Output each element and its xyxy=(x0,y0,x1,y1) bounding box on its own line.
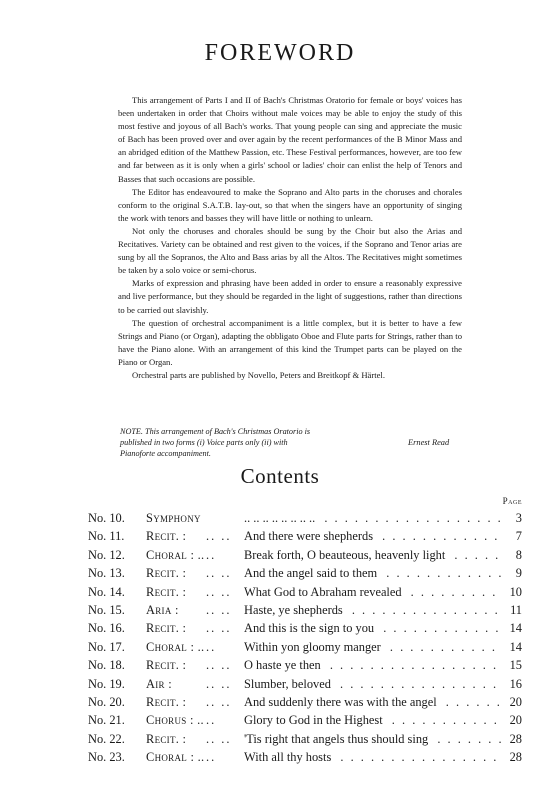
entry-page: 16 xyxy=(509,676,522,691)
entry-leader: .. .. xyxy=(206,731,232,746)
entry-leader: .. .. xyxy=(206,602,232,617)
entry-page: 15 xyxy=(509,658,522,673)
entry-number: No. 20. xyxy=(88,694,125,709)
entry-title-wrap xyxy=(244,713,502,728)
foreword-paragraph: The Editor has endeavoured to make the Soprano and Alto parts in the choruses and chorales conform to the original S.A.T.B. lay-out, so that when the singers have an opportunity of singing the work with tenors and basses they will have little or nothing to unlearn. xyxy=(118,186,462,223)
entry-kind: Recit. : xyxy=(146,621,187,636)
contents-entry xyxy=(88,602,522,620)
entry-title-wrap xyxy=(244,511,502,526)
entry-title-wrap xyxy=(244,732,502,747)
entry-number: No. 10. xyxy=(88,511,125,525)
contents-entry xyxy=(88,528,522,546)
note-text: This arrangement of Bach's Christmas Oratorio is published in two forms (i) Voice parts only (ii) with Pianoforte accompaniment. xyxy=(120,427,311,458)
entry-title: Slumber, beloved xyxy=(244,677,335,691)
entry-kind: Recit. : xyxy=(146,584,187,599)
contents-entry xyxy=(88,694,522,712)
entry-leader: .. .. xyxy=(206,566,232,581)
entry-title-wrap xyxy=(244,640,502,655)
contents-title: Contents xyxy=(240,464,320,488)
edition-note xyxy=(120,426,320,459)
entry-title-wrap xyxy=(244,677,502,692)
entry-title-wrap xyxy=(244,566,502,581)
entry-page: 20 xyxy=(509,713,522,728)
entry-kind: Recit. : xyxy=(146,529,187,544)
entry-leader: .. xyxy=(206,713,217,728)
note-label: NOTE. xyxy=(120,427,143,436)
entry-page: 14 xyxy=(509,621,522,636)
contents-entry xyxy=(88,584,522,602)
entry-page: 8 xyxy=(515,547,522,562)
contents-entry xyxy=(88,712,522,730)
entry-number: No. 14. xyxy=(88,584,125,599)
contents-entry xyxy=(88,731,522,749)
entry-page: 9 xyxy=(515,566,522,581)
entry-title-wrap xyxy=(244,695,502,710)
foreword-paragraph: The question of orchestral accompaniment is a little complex, but it is better to have a few Strings and Piano (or Organ), adapting the obbligato Oboe and Flute parts for Strings, rather than to have the Piano alone. With an arrangement of this kind the Trumpet parts can be played on the Piano or Organ. xyxy=(118,317,462,367)
entry-title-wrap xyxy=(244,548,502,563)
entry-number: No. 21. xyxy=(88,713,125,728)
entry-page: 28 xyxy=(509,750,522,765)
entry-title: .. .. .. .. .. .. .. .. xyxy=(244,511,319,525)
foreword-paragraph: Not only the choruses and chorales should be sung by the Choir but also the Arias and Recitatives. Variety can be obtained and rest given to the voices, if the Soprano and Tenor arias are sung by all the Sopranos, the Alto and Bass arias by all the Altos. The Recitatives might sometimes be taken by a solo voice or semi-chorus. xyxy=(118,225,462,276)
entry-leader: .. xyxy=(206,547,217,562)
entry-leader: .. .. xyxy=(206,621,232,636)
foreword-paragraph: This arrangement of Parts I and II of Bach's Christmas Oratorio for female or boys' voices has been undertaken in order that Choirs without male voices may be able to enjoy the study of this most festive and joyous of all Bach's works. That young people can sing and appreciate the music of Bach has been proved over and over again by the recent performances of the B Minor Mass and an abridged edition of the Matthew Passion, etc. These Festival performances, however, are too few and far between as it is only when a girls' school or ladies' choir can enlist the help of Tenors and Basses that such occasions are possible. xyxy=(118,95,462,184)
entry-number: No. 22. xyxy=(88,731,125,746)
entry-number: No. 18. xyxy=(88,658,125,673)
entry-number: No. 16. xyxy=(88,621,125,636)
entry-kind: Chorus : .. xyxy=(146,713,204,728)
contents-entry xyxy=(88,565,522,583)
entry-number: No. 19. xyxy=(88,676,125,691)
entry-title: Glory to God in the Highest xyxy=(244,713,387,727)
entry-title: Within yon gloomy manger xyxy=(244,640,385,654)
page-column-header: Page xyxy=(502,496,522,506)
entry-title: And suddenly there was with the angel xyxy=(244,695,441,709)
entry-leader: .. .. xyxy=(206,676,232,691)
entry-number: No. 12. xyxy=(88,547,125,562)
entry-title: What God to Abraham revealed xyxy=(244,585,406,599)
entry-leader: .. .. xyxy=(206,694,232,709)
entry-leader: .. .. xyxy=(206,584,232,599)
contents-entry xyxy=(88,510,522,528)
entry-title-wrap xyxy=(244,621,502,636)
entry-page: 3 xyxy=(515,511,522,525)
entry-title-wrap xyxy=(244,603,502,618)
entry-title: 'Tis right that angels thus should sing xyxy=(244,732,432,746)
entry-title-wrap xyxy=(244,529,502,544)
entry-leader: .. .. xyxy=(206,529,232,544)
entry-page: 20 xyxy=(509,694,522,709)
foreword-paragraph: Marks of expression and phrasing have been added in order to ensure a reasonably expressive and live performance, but they should be regarded in the light of suggestions, rather than directions to be carried out slavishly. xyxy=(118,278,462,315)
entry-title: With all thy hosts xyxy=(244,750,335,764)
entry-kind: Symphony xyxy=(146,511,201,525)
entry-kind: Recit. : xyxy=(146,694,187,709)
entry-title-wrap xyxy=(244,658,502,673)
entry-title-wrap xyxy=(244,585,502,600)
entry-leader: .. xyxy=(206,639,217,654)
contents-entry xyxy=(88,547,522,565)
entry-number: No. 11. xyxy=(88,529,125,544)
contents-entry xyxy=(88,676,522,694)
entry-kind: Choral : .. xyxy=(146,547,205,562)
entry-title: And there were shepherds xyxy=(244,529,377,543)
entry-page: 7 xyxy=(515,529,522,544)
foreword-paragraph: Orchestral parts are published by Novello, Peters and Breitkopf & Härtel. xyxy=(132,369,385,380)
entry-title: And the angel said to them xyxy=(244,566,381,580)
entry-kind: Recit. : xyxy=(146,566,187,581)
entry-kind: Choral : .. xyxy=(146,750,205,765)
editor-signature: Ernest Read xyxy=(408,438,450,447)
entry-kind: Choral : .. xyxy=(146,639,205,654)
entry-kind: Recit. : xyxy=(146,658,187,673)
entry-number: No. 13. xyxy=(88,566,125,581)
entry-number: No. 15. xyxy=(88,602,125,617)
entry-kind: Air : xyxy=(146,676,172,691)
contents-entry xyxy=(88,620,522,638)
entry-number: No. 17. xyxy=(88,639,125,654)
entry-leader: .. xyxy=(206,750,217,765)
foreword-title: FOREWORD xyxy=(204,40,356,66)
foreword-body xyxy=(118,94,462,382)
entry-title: O haste ye then xyxy=(244,658,325,672)
contents-entry xyxy=(88,749,522,767)
entry-title: Break forth, O beauteous, heavenly light xyxy=(244,548,449,562)
contents-entry xyxy=(88,657,522,675)
entry-number: No. 23. xyxy=(88,750,125,765)
entry-kind: Aria : xyxy=(146,602,179,617)
entry-leader: .. .. xyxy=(206,658,232,673)
entry-title: And this is the sign to you xyxy=(244,621,378,635)
contents-entry xyxy=(88,639,522,657)
entry-page: 28 xyxy=(509,731,522,746)
entry-title: Haste, ye shepherds xyxy=(244,603,347,617)
contents-list xyxy=(88,510,522,767)
entry-page: 10 xyxy=(509,584,522,599)
entry-title-wrap xyxy=(244,750,502,765)
entry-page: 14 xyxy=(509,639,522,654)
entry-page: 11 xyxy=(510,602,522,617)
entry-kind: Recit. : xyxy=(146,731,187,746)
